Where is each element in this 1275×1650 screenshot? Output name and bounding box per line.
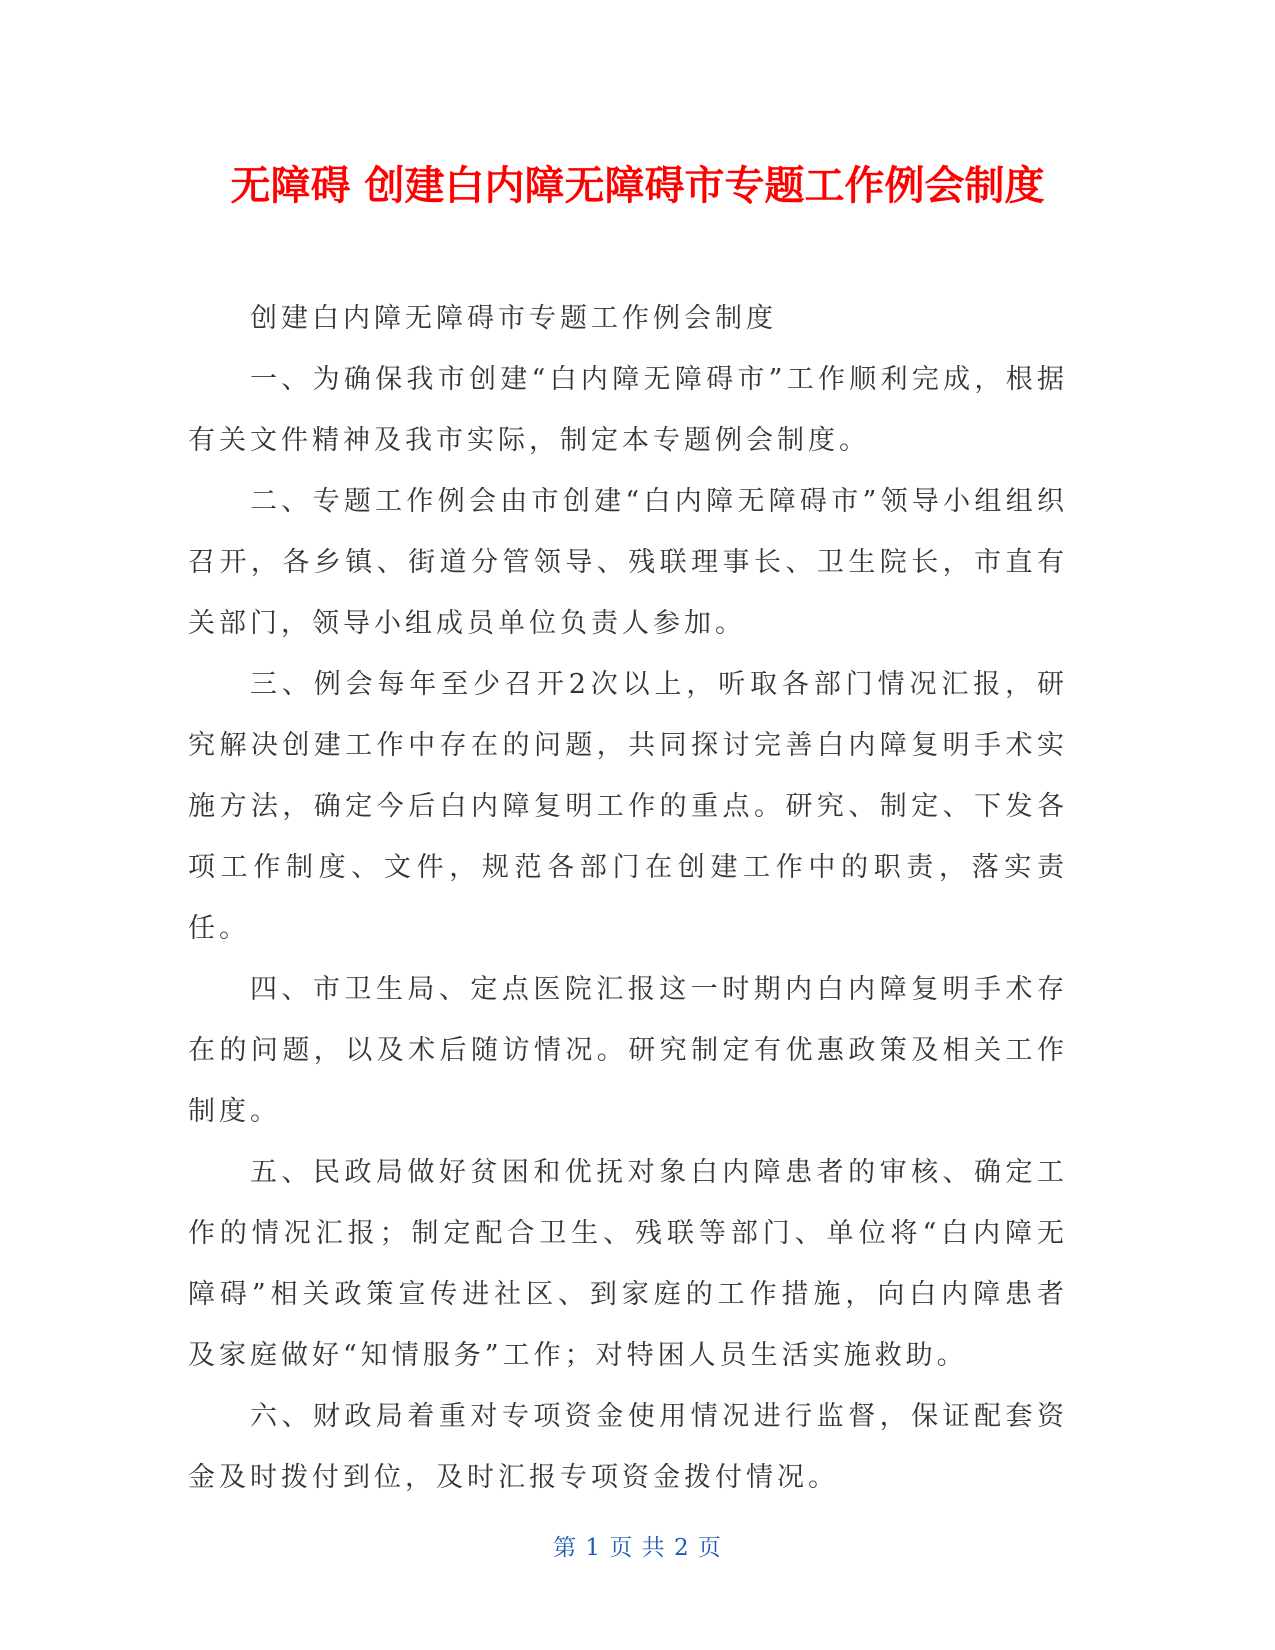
paragraph-5: 五、民政局做好贫困和优抚对象白内障患者的审核、确定工作的情况汇报；制定配合卫生、残联等部门、单位将“白内障无障碍”相关政策宣传进社区、到家庭的工作措施，向白内障患者及家庭做好“知情服务”工作；对特困人员生活实施救助。 (188, 1157, 1068, 1371)
paragraph-3: 三、例会每年至少召开2次以上，听取各部门情况汇报，研究解决创建工作中存在的问题，共同探讨完善白内障复明手术实施方法，确定今后白内障复明工作的重点。研究、制定、下发各项工作制度、文件，规范各部门在创建工作中的职责，落实责任。 (188, 669, 1068, 944)
document-body (188, 288, 1068, 1508)
document-title: 无障碍 创建白内障无障碍市专题工作例会制度 (230, 163, 1045, 209)
page-number-footer: 第 1 页 共 2 页 (553, 1535, 722, 1561)
paragraph-heading: 创建白内障无障碍市专题工作例会制度 (250, 303, 777, 334)
paragraph-6: 六、财政局着重对专项资金使用情况进行监督，保证配套资金及时拨付到位，及时汇报专项资金拨付情况。 (188, 1401, 1068, 1493)
paragraph-4: 四、市卫生局、定点医院汇报这一时期内白内障复明手术存在的问题，以及术后随访情况。研究制定有优惠政策及相关工作制度。 (188, 974, 1068, 1127)
paragraph-1: 一、为确保我市创建“白内障无障碍市”工作顺利完成，根据有关文件精神及我市实际，制定本专题例会制度。 (188, 364, 1068, 456)
paragraph-2: 二、专题工作例会由市创建“白内障无障碍市”领导小组组织召开，各乡镇、街道分管领导、残联理事长、卫生院长，市直有关部门，领导小组成员单位负责人参加。 (188, 486, 1068, 639)
